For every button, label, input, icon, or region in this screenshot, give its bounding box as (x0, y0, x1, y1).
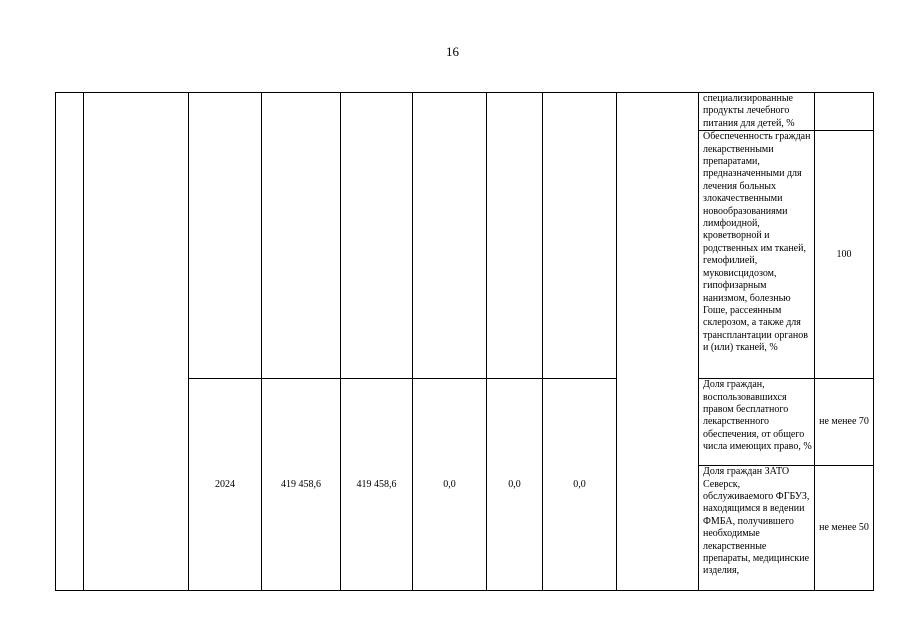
indicator-value (815, 93, 874, 131)
funding-cell-c: 0,0 (543, 379, 617, 591)
funding-cell-prev-a (413, 93, 487, 379)
program-table (55, 92, 874, 591)
year-cell: 2024 (189, 379, 262, 591)
executor-cell (617, 93, 699, 591)
indicator-value: 100 (815, 131, 874, 379)
task-name-cell (84, 93, 189, 591)
total-cell-prev (262, 93, 341, 379)
funding-cell-b: 0,0 (487, 379, 543, 591)
indicator-name: Обеспеченность граждан лекарственными препаратами, предназначенными для лечения больных злокачественными новообразованиями лимфоидной, кроветворной и родственных им тканей, гемофилией, муковисцидозом, гипофизарным нанизмом, болезнью Гоше, рассеянным склерозом, а также для трансплантации органов и (или) тканей, % (699, 131, 815, 379)
budget-cell-prev (341, 93, 413, 379)
indicator-name: специализированные продукты лечебного питания для детей, % (699, 93, 815, 131)
year-cell-prev (189, 93, 262, 379)
total-cell: 419 458,6 (262, 379, 341, 591)
indicator-name: Доля граждан, воспользовавшихся правом бесплатного лекарственного обеспечения, от общего числа имеющих право, % (699, 379, 815, 466)
budget-cell: 419 458,6 (341, 379, 413, 591)
funding-cell-a: 0,0 (413, 379, 487, 591)
indicator-name: Доля граждан ЗАТО Северск, обслуживаемого ФГБУЗ, находящимся в ведении ФМБА, получившего необходимые лекарственные препараты, медицинские изделия, (699, 466, 815, 591)
page-number: 16 (446, 44, 459, 59)
indicator-value: не менее 50 (815, 466, 874, 591)
indicator-value: не менее 70 (815, 379, 874, 466)
funding-cell-prev-b (487, 93, 543, 379)
table-row (56, 93, 874, 131)
funding-cell-prev-c (543, 93, 617, 379)
number-cell (56, 93, 84, 591)
